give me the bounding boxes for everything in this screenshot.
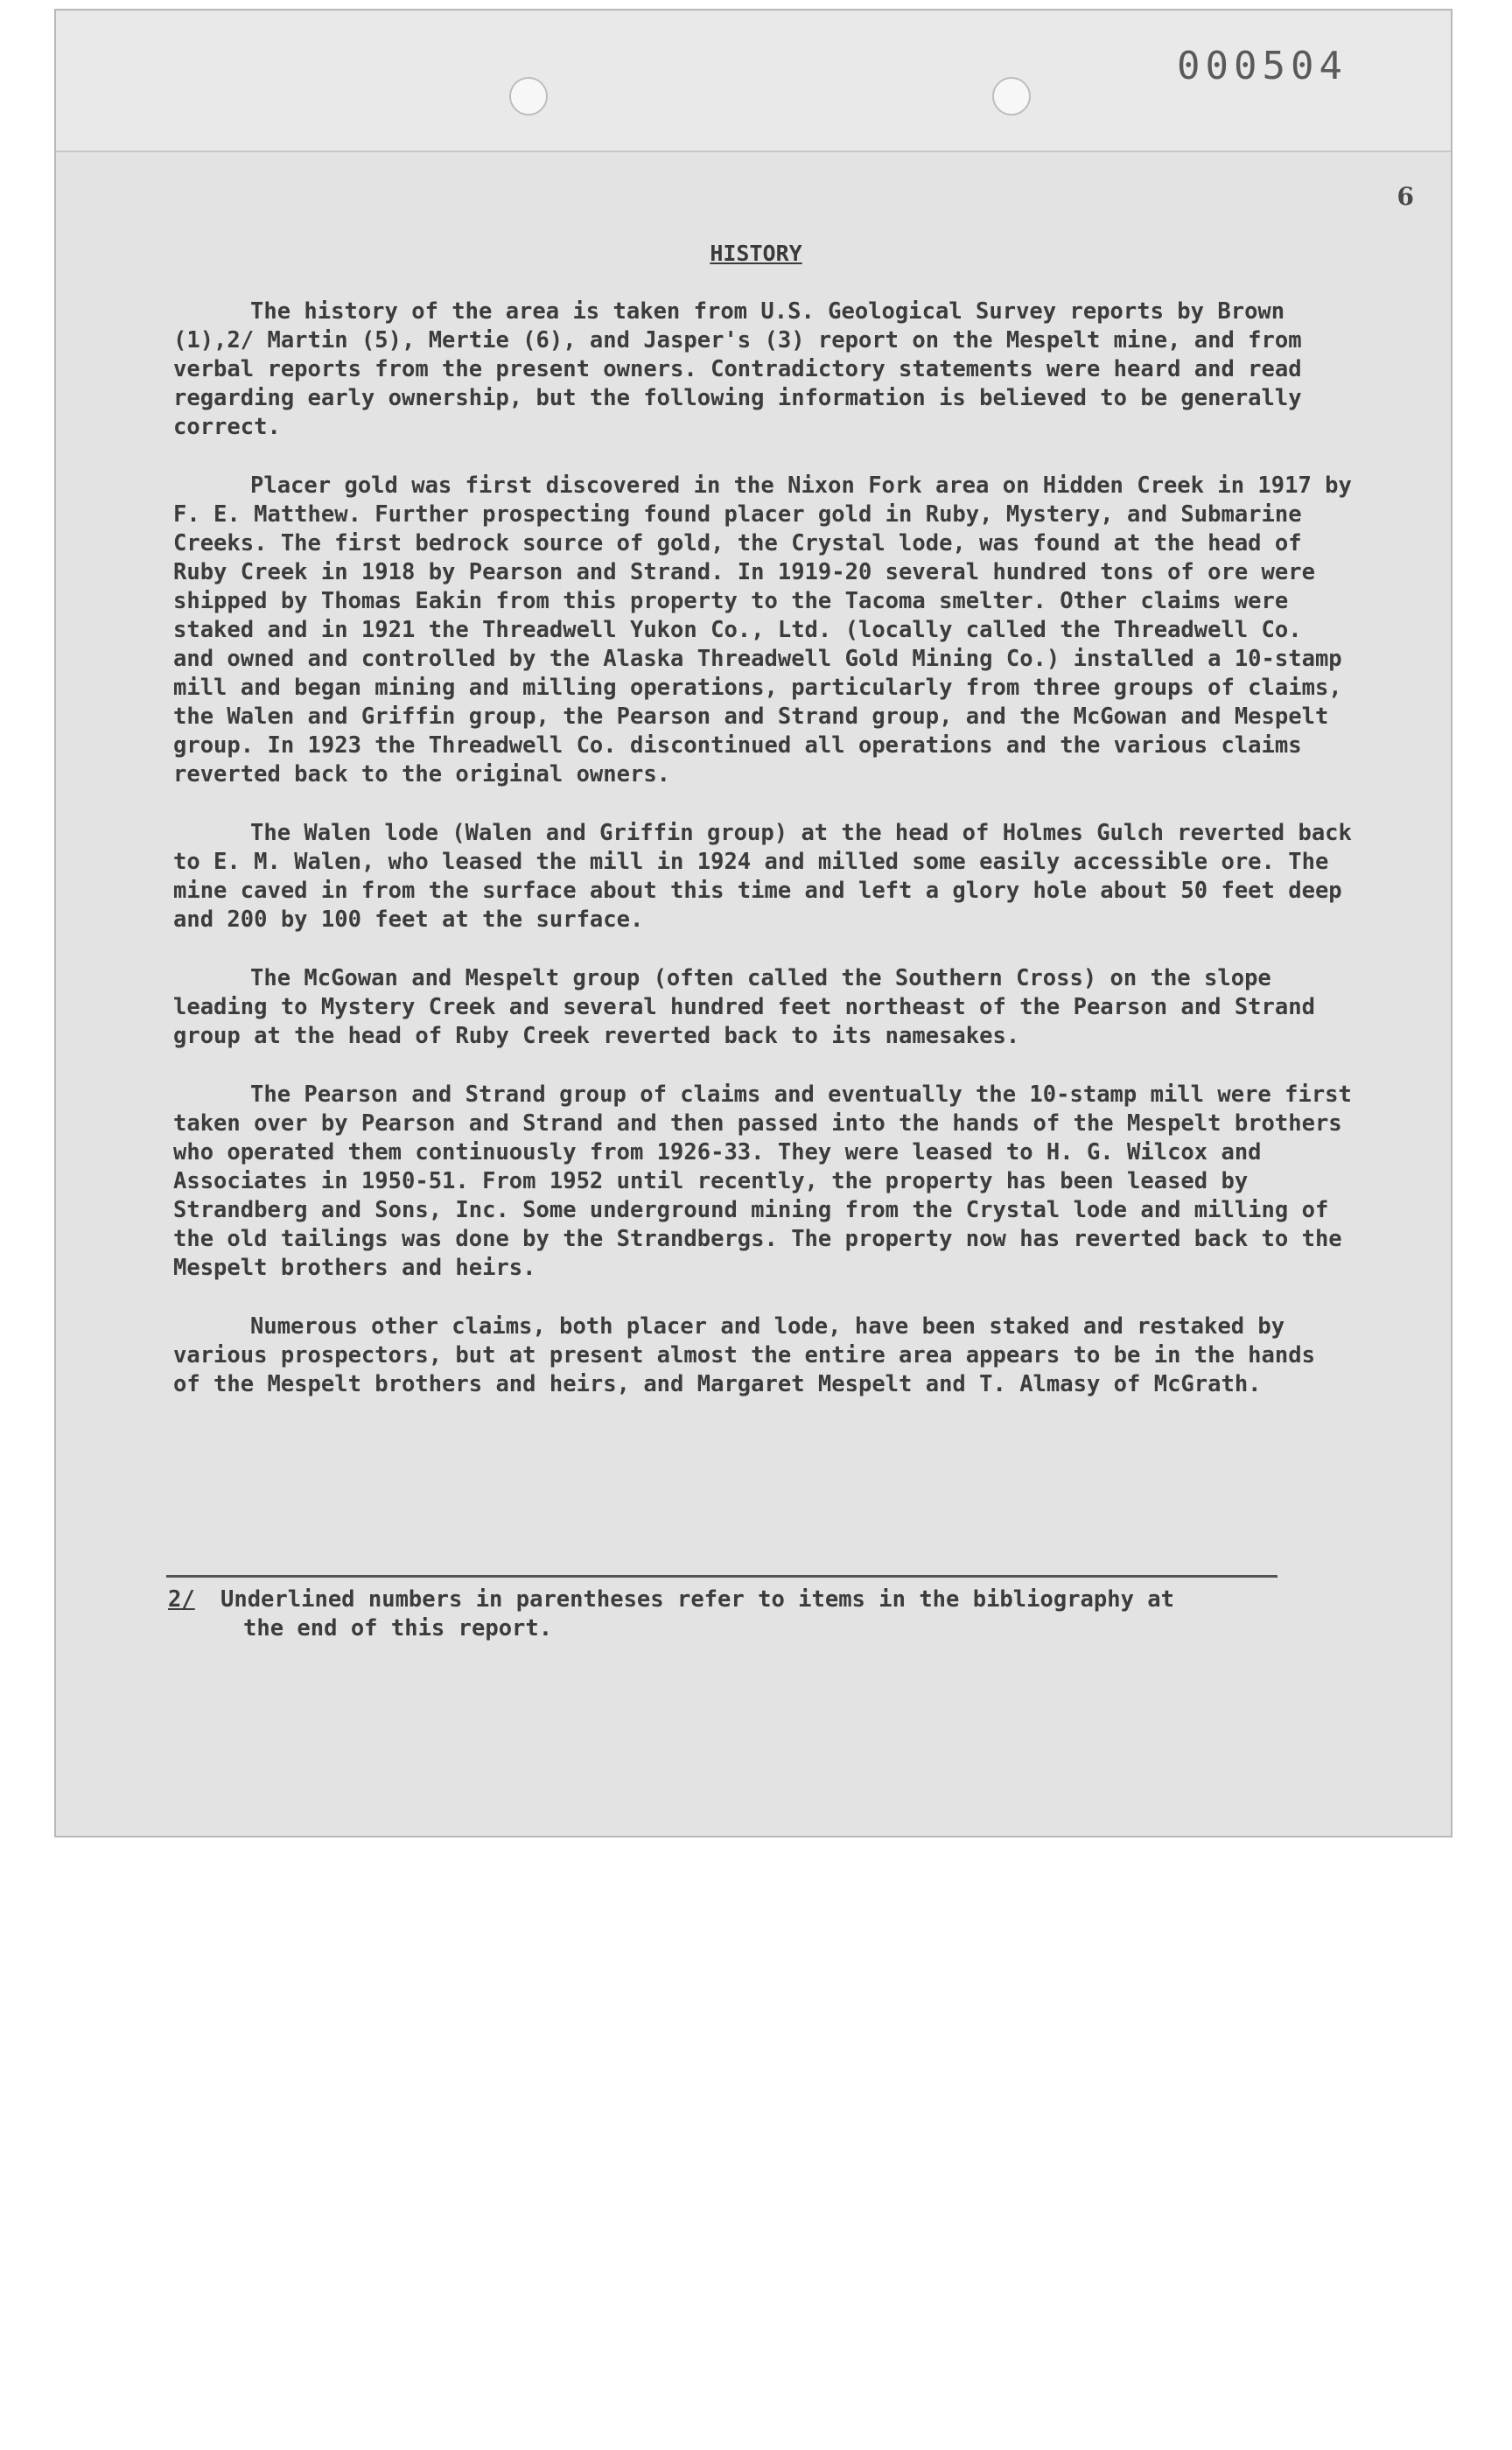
punch-hole-right	[992, 77, 1031, 116]
page-number: 6	[1396, 182, 1414, 211]
paragraph-2: Placer gold was first discovered in the Nixon Fork area on Hidden Creek in 1917 by F. E. Matthew. Further prospecting found placer gold in Ruby, Mystery, and Submarine Creeks. The first bedrock source of gold, the Crystal lode, was found at the head of Ruby Creek in 1918 by Pearson and Strand. In 1919-20 several hundred tons of ore were shipped by Thomas Eakin from this property to the Tacoma smelter. Other claims were staked and in 1921 the Threadwell Yukon Co., Ltd. (locally called the Threadwell Co. and owned and controlled by the Alaska Threadwell Gold Mining Co.) installed a 10-stamp mill and began mining and milling operations, particularly from three groups of claims, the Walen and Griffin group, the Pearson and Strand group, and the McGowan and Mespelt group. In 1923 the Threadwell Co. discontinued all operations and the various claims reverted back to the original owners.	[173, 472, 1352, 788]
footnote-divider	[166, 1575, 1278, 1578]
document-stamp-number: 000504	[1177, 44, 1348, 88]
footnote-line-1: Underlined numbers in parentheses refer to items in the bibliography at	[220, 1586, 1175, 1613]
paragraph-3: The Walen lode (Walen and Griffin group) at the head of Holmes Gulch reverted back to E. M. Walen, who leased the mill in 1924 and milled some easily accessible ore. The mine caved in from the surface about this time and left a glory hole about 50 feet deep and 200 by 100 feet at the surface.	[173, 820, 1352, 933]
punch-hole-left	[509, 77, 548, 116]
footnote-marker: 2/	[168, 1586, 195, 1613]
paragraph-1: The history of the area is taken from U.S. Geological Survey reports by Brown (1),2/ Martin (5), Mertie (6), and Jasper's (3) report on the Mespelt mine, and from verbal reports from the present owners. Contradictory statements were heard and read regarding early ownership, but the following information is believed to be generally correct.	[173, 298, 1302, 440]
page-title: HISTORY	[710, 241, 802, 266]
paragraph-6: Numerous other claims, both placer and lode, have been staked and restaked by various prospectors, but at present almost the entire area appears to be in the hands of the Mespelt brothers and heirs, and Margaret Mespelt and T. Almasy of McGrath.	[173, 1313, 1315, 1397]
footnote	[168, 1586, 1306, 1643]
history-body	[173, 298, 1354, 1429]
paragraph-5: The Pearson and Strand group of claims and eventually the 10-stamp mill were first taken over by Pearson and Strand and then passed into the hands of the Mespelt brothers who operated them continuously from 1926-33. They were leased to H. G. Wilcox and Associates in 1950-51. From 1952 until recently, the property has been leased by Strandberg and Sons, Inc. Some underground mining from the Crystal lode and milling of the old tailings was done by the Strandbergs. The property now has reverted back to the Mespelt brothers and heirs.	[173, 1082, 1352, 1281]
paragraph-4: The McGowan and Mespelt group (often called the Southern Cross) on the slope leading to Mystery Creek and several hundred feet northeast of the Pearson and Strand group at the head of Ruby Creek reverted back to its namesakes.	[173, 965, 1315, 1049]
footnote-line-2: the end of this report.	[243, 1615, 553, 1642]
